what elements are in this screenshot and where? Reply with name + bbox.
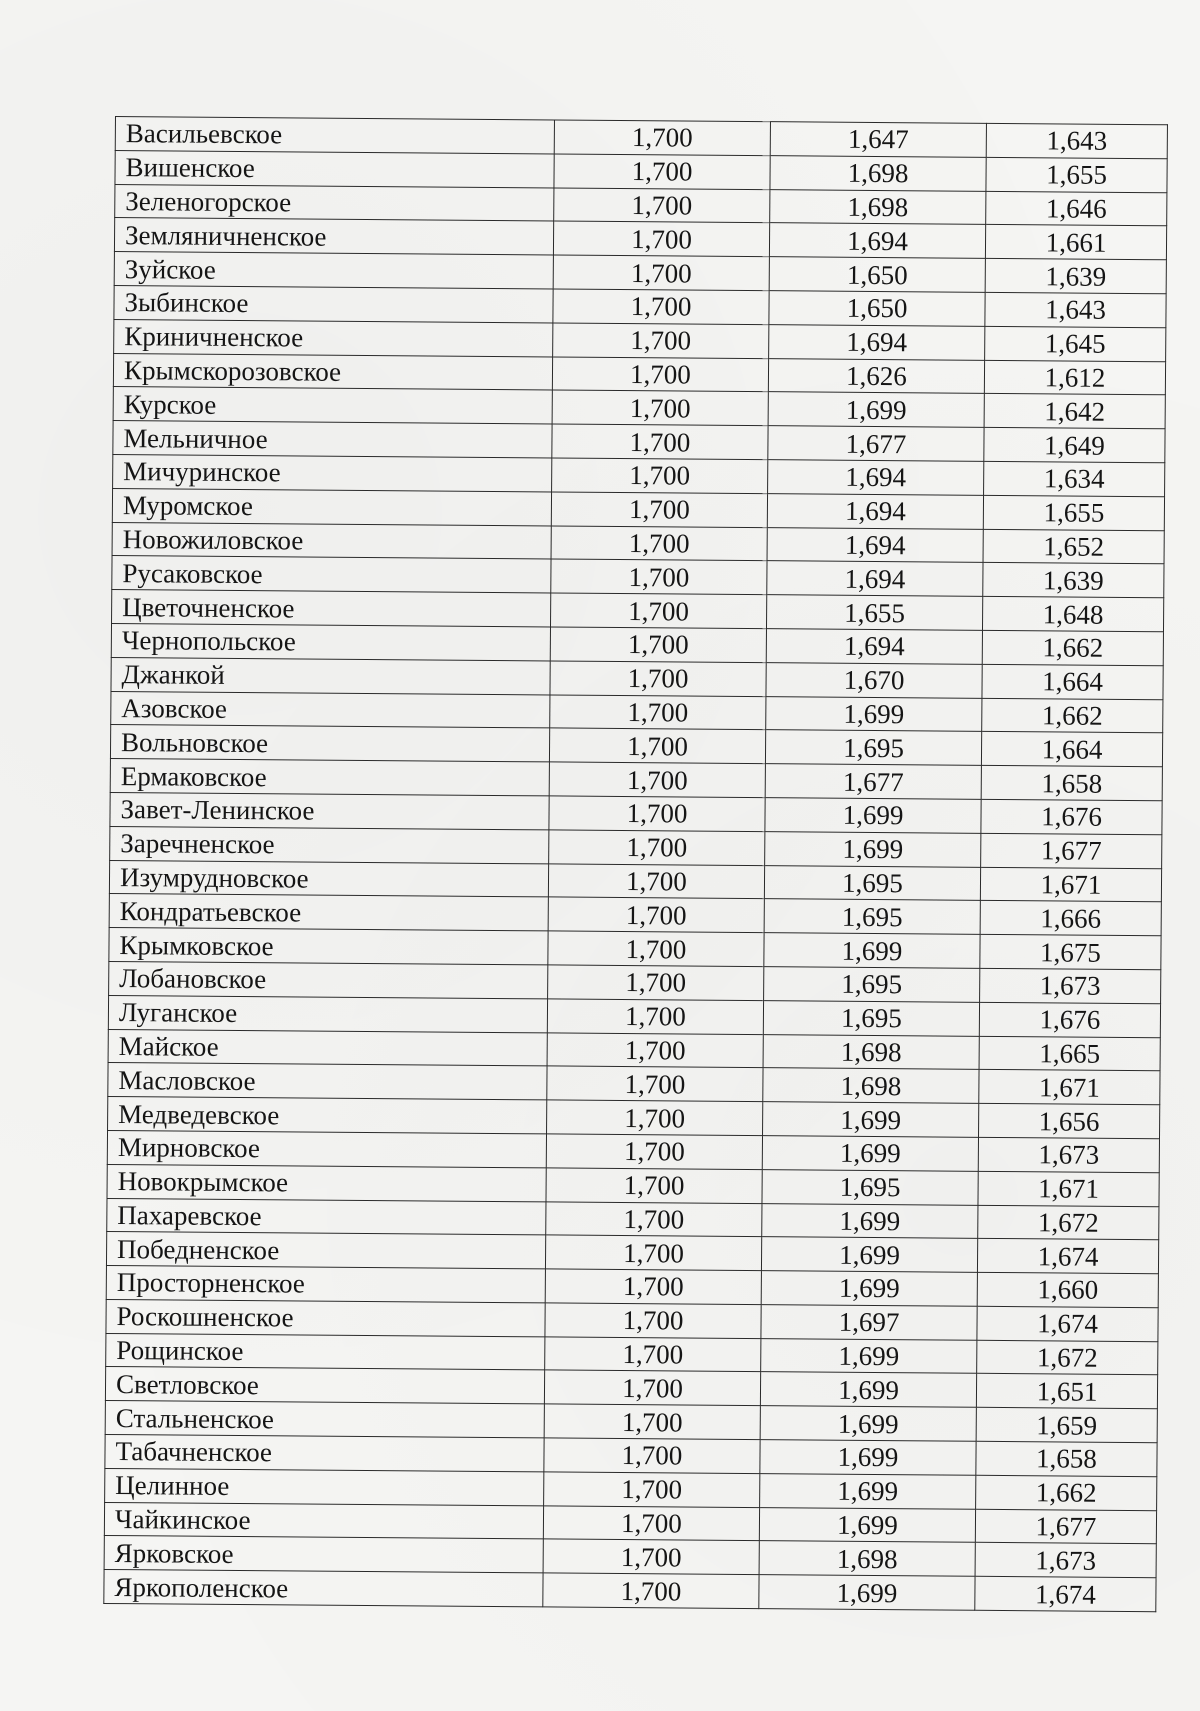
value-col1-cell: 1,700: [554, 120, 770, 155]
value-col1-cell: 1,700: [552, 458, 768, 493]
settlement-name-cell: Вишенское: [115, 150, 554, 187]
value-col2-cell: 1,694: [769, 223, 985, 258]
settlement-name-cell: Криничненское: [114, 319, 553, 356]
value-col3-cell: 1,643: [985, 292, 1166, 327]
value-col3-cell: 1,660: [977, 1272, 1158, 1307]
value-col1-cell: 1,700: [550, 627, 766, 662]
value-col1-cell: 1,700: [549, 830, 765, 865]
value-col3-cell: 1,649: [984, 428, 1165, 463]
value-col1-cell: 1,700: [548, 863, 764, 898]
value-col2-cell: 1,699: [761, 1338, 977, 1373]
value-col3-cell: 1,673: [975, 1543, 1156, 1578]
value-col3-cell: 1,659: [976, 1408, 1157, 1443]
settlement-name-cell: Яркополенское: [104, 1570, 543, 1607]
value-col2-cell: 1,699: [760, 1440, 976, 1475]
value-col3-cell: 1,673: [980, 968, 1161, 1003]
value-col1-cell: 1,700: [544, 1472, 760, 1507]
settlements-table: [103, 116, 1168, 1612]
value-col1-cell: 1,700: [549, 796, 765, 831]
settlement-name-cell: Заречненское: [110, 826, 549, 863]
value-col1-cell: 1,700: [548, 897, 764, 932]
settlement-name-cell: Светловское: [105, 1367, 544, 1404]
value-col2-cell: 1,695: [763, 1000, 979, 1035]
value-col3-cell: 1,676: [981, 799, 1162, 834]
settlement-name-cell: Зеленогорское: [115, 184, 554, 221]
value-col3-cell: 1,658: [976, 1441, 1157, 1476]
value-col3-cell: 1,675: [980, 934, 1161, 969]
value-col3-cell: 1,642: [984, 394, 1165, 429]
settlement-name-cell: Мирновское: [107, 1130, 546, 1167]
settlement-name-cell: Пахаревское: [107, 1198, 546, 1235]
value-col1-cell: 1,700: [547, 999, 763, 1034]
value-col2-cell: 1,699: [761, 1271, 977, 1306]
value-col2-cell: 1,650: [769, 291, 985, 326]
value-col3-cell: 1,673: [978, 1137, 1159, 1172]
value-col2-cell: 1,694: [766, 629, 982, 664]
value-col3-cell: 1,656: [979, 1103, 1160, 1138]
table-row: [104, 1570, 1156, 1612]
value-col1-cell: 1,700: [549, 728, 765, 763]
value-col2-cell: 1,699: [763, 1102, 979, 1137]
value-col3-cell: 1,662: [976, 1475, 1157, 1510]
value-col2-cell: 1,698: [759, 1541, 975, 1576]
value-col2-cell: 1,699: [764, 933, 980, 968]
settlement-name-cell: Табачненское: [105, 1435, 544, 1472]
settlement-name-cell: Вольновское: [110, 725, 549, 762]
settlement-name-cell: Крымковское: [109, 928, 548, 965]
value-col3-cell: 1,662: [982, 698, 1163, 733]
value-col3-cell: 1,674: [977, 1239, 1158, 1274]
settlement-name-cell: Просторненское: [106, 1266, 545, 1303]
settlement-name-cell: Новожиловское: [112, 522, 551, 559]
value-col1-cell: 1,700: [552, 357, 768, 392]
value-col2-cell: 1,699: [759, 1507, 975, 1542]
value-col1-cell: 1,700: [546, 1134, 762, 1169]
value-col2-cell: 1,694: [767, 527, 983, 562]
value-col2-cell: 1,699: [761, 1237, 977, 1272]
value-col1-cell: 1,700: [545, 1337, 761, 1372]
settlement-name-cell: Лобановское: [109, 961, 548, 998]
value-col1-cell: 1,700: [545, 1235, 761, 1270]
value-col1-cell: 1,700: [553, 221, 769, 256]
settlement-name-cell: Чайкинское: [104, 1502, 543, 1539]
value-col2-cell: 1,695: [764, 865, 980, 900]
value-col1-cell: 1,700: [546, 1201, 762, 1236]
settlement-name-cell: Завет-Ленинское: [110, 792, 549, 829]
value-col2-cell: 1,697: [761, 1305, 977, 1340]
value-col2-cell: 1,698: [763, 1068, 979, 1103]
settlement-name-cell: Мельничное: [113, 421, 552, 458]
value-col1-cell: 1,700: [545, 1269, 761, 1304]
value-col3-cell: 1,646: [986, 191, 1167, 226]
settlement-name-cell: Зыбинское: [114, 285, 553, 322]
settlement-name-cell: Васильевское: [115, 117, 554, 154]
value-col2-cell: 1,647: [770, 122, 986, 157]
settlement-name-cell: Джанкой: [111, 657, 550, 694]
value-col3-cell: 1,655: [986, 157, 1167, 192]
value-col1-cell: 1,700: [547, 1066, 763, 1101]
value-col3-cell: 1,674: [977, 1306, 1158, 1341]
value-col2-cell: 1,698: [770, 155, 986, 190]
value-col2-cell: 1,699: [768, 392, 984, 427]
value-col1-cell: 1,700: [548, 965, 764, 1000]
settlement-name-cell: Курское: [113, 387, 552, 424]
settlement-name-cell: Кондратьевское: [109, 894, 548, 931]
settlement-name-cell: Русаковское: [112, 556, 551, 593]
value-col1-cell: 1,700: [545, 1303, 761, 1338]
value-col1-cell: 1,700: [551, 559, 767, 594]
value-col2-cell: 1,698: [763, 1034, 979, 1069]
value-col3-cell: 1,662: [982, 630, 1163, 665]
value-col1-cell: 1,700: [553, 323, 769, 358]
value-col3-cell: 1,672: [977, 1340, 1158, 1375]
value-col2-cell: 1,694: [769, 324, 985, 359]
table-body: [104, 117, 1168, 1612]
value-col3-cell: 1,672: [978, 1205, 1159, 1240]
value-col1-cell: 1,700: [543, 1506, 759, 1541]
settlement-name-cell: Новокрымское: [107, 1164, 546, 1201]
value-col2-cell: 1,695: [762, 1169, 978, 1204]
value-col2-cell: 1,699: [766, 696, 982, 731]
value-col2-cell: 1,699: [760, 1372, 976, 1407]
settlement-name-cell: Муромское: [112, 488, 551, 525]
value-col1-cell: 1,700: [552, 390, 768, 425]
value-col1-cell: 1,700: [553, 255, 769, 290]
value-col2-cell: 1,699: [760, 1473, 976, 1508]
value-col2-cell: 1,677: [768, 426, 984, 461]
settlement-name-cell: Роскошненское: [106, 1299, 545, 1336]
value-col1-cell: 1,700: [547, 1032, 763, 1067]
value-col3-cell: 1,677: [975, 1509, 1156, 1544]
value-col3-cell: 1,639: [983, 563, 1164, 598]
settlement-name-cell: Стальненское: [105, 1401, 544, 1438]
value-col2-cell: 1,655: [766, 595, 982, 630]
settlement-name-cell: Зуйское: [114, 252, 553, 289]
value-col3-cell: 1,658: [981, 765, 1162, 800]
settlement-name-cell: Чернопольское: [111, 623, 550, 660]
value-col1-cell: 1,700: [551, 492, 767, 527]
value-col1-cell: 1,700: [543, 1539, 759, 1574]
value-col3-cell: 1,648: [982, 596, 1163, 631]
value-col1-cell: 1,700: [552, 424, 768, 459]
value-col1-cell: 1,700: [550, 694, 766, 729]
value-col2-cell: 1,699: [759, 1575, 975, 1610]
value-col2-cell: 1,694: [768, 460, 984, 495]
value-col1-cell: 1,700: [551, 593, 767, 628]
value-col3-cell: 1,661: [985, 225, 1166, 260]
value-col3-cell: 1,612: [984, 360, 1165, 395]
value-col3-cell: 1,671: [979, 1070, 1160, 1105]
value-col2-cell: 1,699: [765, 798, 981, 833]
value-col1-cell: 1,700: [547, 1100, 763, 1135]
settlement-name-cell: Рощинское: [106, 1333, 545, 1370]
value-col3-cell: 1,671: [978, 1171, 1159, 1206]
value-col3-cell: 1,666: [980, 901, 1161, 936]
settlement-name-cell: Цветочненское: [112, 590, 551, 627]
value-col3-cell: 1,645: [985, 326, 1166, 361]
settlement-name-cell: Масловское: [108, 1063, 547, 1100]
value-col3-cell: 1,671: [980, 867, 1161, 902]
settlement-name-cell: Победненское: [106, 1232, 545, 1269]
settlement-name-cell: Ярковское: [104, 1536, 543, 1573]
value-col3-cell: 1,643: [986, 123, 1167, 158]
value-col3-cell: 1,677: [981, 833, 1162, 868]
value-col1-cell: 1,700: [544, 1404, 760, 1439]
settlement-name-cell: Изумрудновское: [109, 860, 548, 897]
value-col2-cell: 1,626: [768, 358, 984, 393]
value-col3-cell: 1,652: [983, 529, 1164, 564]
value-col1-cell: 1,700: [549, 762, 765, 797]
value-col1-cell: 1,700: [554, 188, 770, 223]
value-col2-cell: 1,694: [767, 493, 983, 528]
value-col3-cell: 1,665: [979, 1036, 1160, 1071]
value-col1-cell: 1,700: [550, 661, 766, 696]
value-col2-cell: 1,694: [767, 561, 983, 596]
value-col3-cell: 1,664: [981, 732, 1162, 767]
settlement-name-cell: Земляничненское: [114, 218, 553, 255]
value-col2-cell: 1,695: [765, 730, 981, 765]
value-col1-cell: 1,700: [548, 931, 764, 966]
settlement-name-cell: Луганское: [108, 995, 547, 1032]
settlement-name-cell: Мичуринское: [113, 454, 552, 491]
value-col3-cell: 1,676: [979, 1002, 1160, 1037]
value-col3-cell: 1,634: [984, 461, 1165, 496]
value-col3-cell: 1,664: [982, 664, 1163, 699]
settlement-name-cell: Медведевское: [108, 1097, 547, 1134]
value-col3-cell: 1,674: [975, 1577, 1156, 1612]
value-col3-cell: 1,651: [976, 1374, 1157, 1409]
value-col2-cell: 1,677: [765, 764, 981, 799]
value-col2-cell: 1,695: [764, 967, 980, 1002]
settlement-name-cell: Майское: [108, 1029, 547, 1066]
value-col2-cell: 1,650: [769, 257, 985, 292]
value-col3-cell: 1,655: [983, 495, 1164, 530]
value-col2-cell: 1,698: [770, 189, 986, 224]
value-col2-cell: 1,699: [762, 1203, 978, 1238]
value-col2-cell: 1,699: [762, 1136, 978, 1171]
value-col1-cell: 1,700: [551, 526, 767, 561]
settlement-name-cell: Целинное: [105, 1468, 544, 1505]
value-col1-cell: 1,700: [544, 1370, 760, 1405]
value-col3-cell: 1,639: [985, 259, 1166, 294]
value-col2-cell: 1,695: [764, 899, 980, 934]
value-col1-cell: 1,700: [546, 1168, 762, 1203]
value-col2-cell: 1,670: [766, 662, 982, 697]
settlement-name-cell: Ермаковское: [110, 759, 549, 796]
settlement-name-cell: Азовское: [111, 691, 550, 728]
value-col2-cell: 1,699: [765, 831, 981, 866]
settlement-name-cell: Крымскорозовское: [113, 353, 552, 390]
value-col2-cell: 1,699: [760, 1406, 976, 1441]
value-col1-cell: 1,700: [544, 1438, 760, 1473]
value-col1-cell: 1,700: [553, 289, 769, 324]
value-col1-cell: 1,700: [543, 1573, 759, 1608]
value-col1-cell: 1,700: [554, 154, 770, 189]
